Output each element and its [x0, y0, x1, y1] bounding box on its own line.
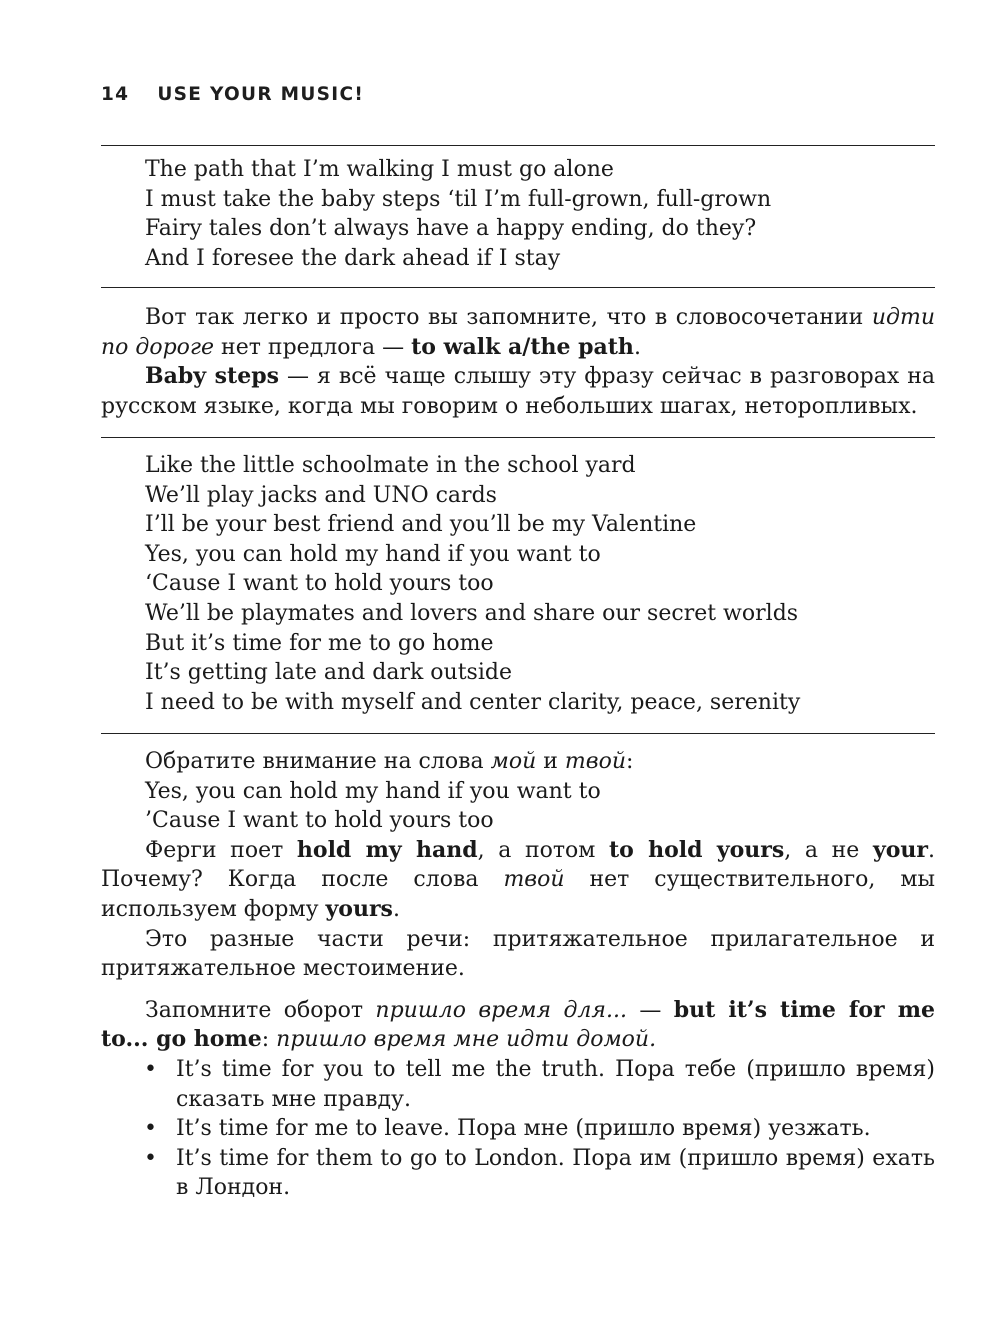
paragraph-fergie: Ферги поет hold my hand, а потом to hold yours, а не your. Почему? Когда после слова твой нет существительного, мы используем форму yours. — [101, 836, 935, 922]
commentary-block-2 — [101, 747, 935, 1203]
bullet-icon: • — [144, 1145, 157, 1171]
lyric-line: Yes, you can hold my hand if you want to — [145, 541, 601, 567]
paragraph-phrase: Запомните оборот пришло время для... — but it’s time for me to... go home: пришло время мне идти домой. — [101, 996, 935, 1053]
lyric-line: We’ll play jacks and UNO cards — [145, 482, 497, 508]
lyric-line: I’ll be your best friend and you’ll be my Valentine — [145, 512, 697, 538]
paragraph-parts-of-speech: Это разные части речи: притяжательное прилагательное и притяжательное местоимение. — [101, 926, 935, 982]
bullet-icon: • — [144, 1056, 157, 1082]
lyric-line: But it’s time for me to go home — [145, 630, 494, 656]
paragraph-walk-path: Вот так легко и просто вы запомните, что в словосочетании идти по дороге нет предлога — to walk a/the path. — [101, 305, 935, 360]
lyrics-block-1 — [101, 155, 979, 273]
lyric-line: ‘Cause I want to hold yours too — [145, 571, 494, 597]
example-list — [101, 1055, 935, 1203]
list-item: • It’s time for them to go to London. Пора им (пришло время) ехать в Лондон. — [144, 1145, 935, 1201]
running-title: USE YOUR MUSIC! — [157, 84, 365, 105]
quote-line: ’Cause I want to hold yours too — [145, 808, 494, 834]
lyric-line: I must take the baby steps ‘til I’m full-grown, full-grown — [145, 186, 772, 212]
divider-rule — [101, 287, 935, 288]
lyric-line: We’ll be playmates and lovers and share our secret worlds — [145, 600, 799, 626]
quote-line: Yes, you can hold my hand if you want to — [145, 778, 601, 804]
divider-rule — [101, 733, 935, 734]
paragraph-attention: Обратите внимание на слова мой и твой: — [145, 749, 634, 774]
lyric-line: Fairy tales don’t always have a happy ending, do they? — [145, 216, 757, 242]
bullet-icon: • — [144, 1116, 157, 1142]
running-header — [101, 84, 364, 112]
divider-rule — [101, 145, 935, 146]
page-number: 14 — [101, 84, 130, 105]
lyric-line: I need to be with myself and center clarity, peace, serenity — [145, 689, 801, 715]
lyrics-block-2 — [101, 451, 979, 717]
lyric-line: And I foresee the dark ahead if I stay — [145, 245, 561, 271]
commentary-block-1 — [101, 303, 935, 421]
lyric-line: It’s getting late and dark outside — [145, 660, 512, 686]
list-item: • It’s time for you to tell me the truth. Пора тебе (пришло время) сказать мне правду. — [144, 1056, 935, 1112]
lyric-line: Like the little schoolmate in the school yard — [145, 453, 636, 478]
paragraph-baby-steps: Baby steps — я всё чаще слышу эту фразу сейчас в разговорах на русском языке, когда мы говорим о небольших шагах, неторопливых. — [101, 363, 935, 419]
list-item: • It’s time for me to leave. Пора мне (пришло время) уезжать. — [101, 1114, 935, 1144]
lyric-line: The path that I’m walking I must go alone — [145, 157, 614, 182]
divider-rule — [101, 437, 935, 438]
